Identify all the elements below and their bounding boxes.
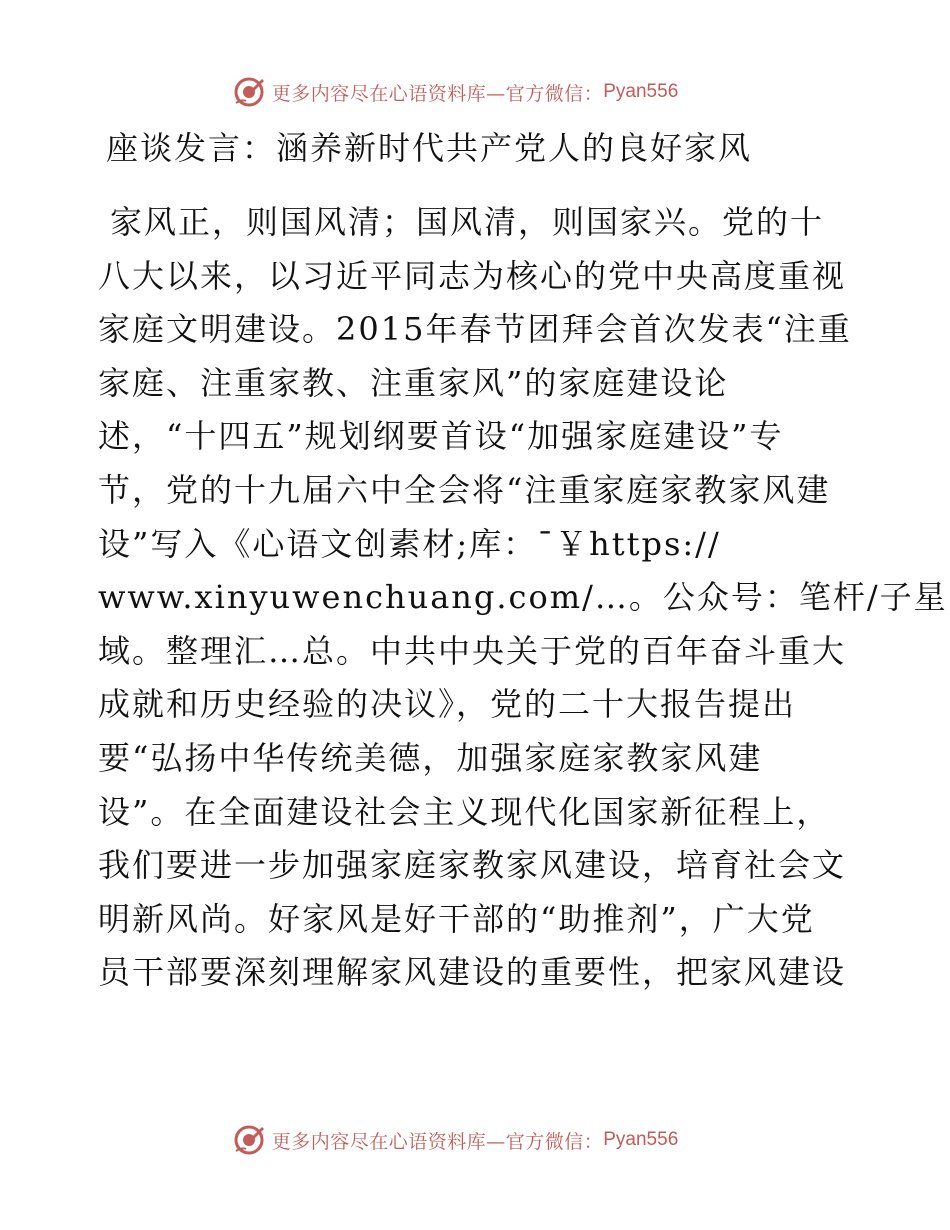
paragraph-line: 家庭文明建设。2015年春节团拜会首次发表“注重 — [98, 310, 852, 349]
paragraph-line: 八大以来，以习近平同志为核心的党中央高度重视 — [98, 256, 847, 295]
paragraph-line: 成就和历史经验的决议》，党的二十大报告提出 — [98, 685, 797, 724]
document-body — [98, 196, 948, 1000]
pen-logo-icon — [232, 1123, 266, 1157]
paragraph-line: 明新风尚。好家风是好干部的“助推剂”，广大党 — [98, 899, 815, 938]
watermark-text: 更多内容尽在心语资料库—官方微信： — [271, 82, 604, 105]
paragraph-line: 家庭、注重家教、注重家风”的家庭建设论 — [98, 363, 729, 402]
paragraph-line: 家风正，则国风清；国风清，则国家兴。党的十 — [110, 203, 825, 241]
paragraph-line: 域。整理汇…总。中共中央关于党的百年奋斗重大 — [98, 631, 847, 670]
watermark-wechat-id: Pyan556 — [603, 1129, 679, 1150]
paragraph-line: 设”写入《心语文创素材;库：¯￥https:// — [98, 524, 721, 563]
paragraph-line: 员干部要深刻理解家风建设的重要性，把家风建设 — [98, 953, 847, 992]
watermark-wechat-id: Pyan556 — [603, 81, 679, 102]
paragraph-line: 要“弘扬中华传统美德，加强家庭家教家风建 — [98, 738, 763, 777]
header-watermark — [0, 72, 950, 112]
pen-logo-icon — [232, 75, 266, 109]
footer-watermark — [0, 1120, 950, 1160]
watermark-text: 更多内容尽在心语资料库—官方微信： — [271, 1130, 604, 1153]
paragraph-line: www.xinyuwenchuang.com/…。公众号：笔杆/子星 — [98, 578, 948, 617]
paragraph-line: 设”。在全面建设社会主义现代化国家新征程上， — [98, 792, 831, 831]
paragraph-line: 述，“十四五”规划纲要首设“加强家庭建设”专 — [98, 417, 784, 456]
document-title: 座谈发言：涵养新时代共产党人的良好家风 — [106, 129, 753, 167]
paragraph-line: 节，党的十九届六中全会将“注重家庭家教家风建 — [98, 470, 831, 509]
paragraph-line: 我们要进一步加强家庭家教家风建设，培育社会文 — [98, 846, 847, 885]
